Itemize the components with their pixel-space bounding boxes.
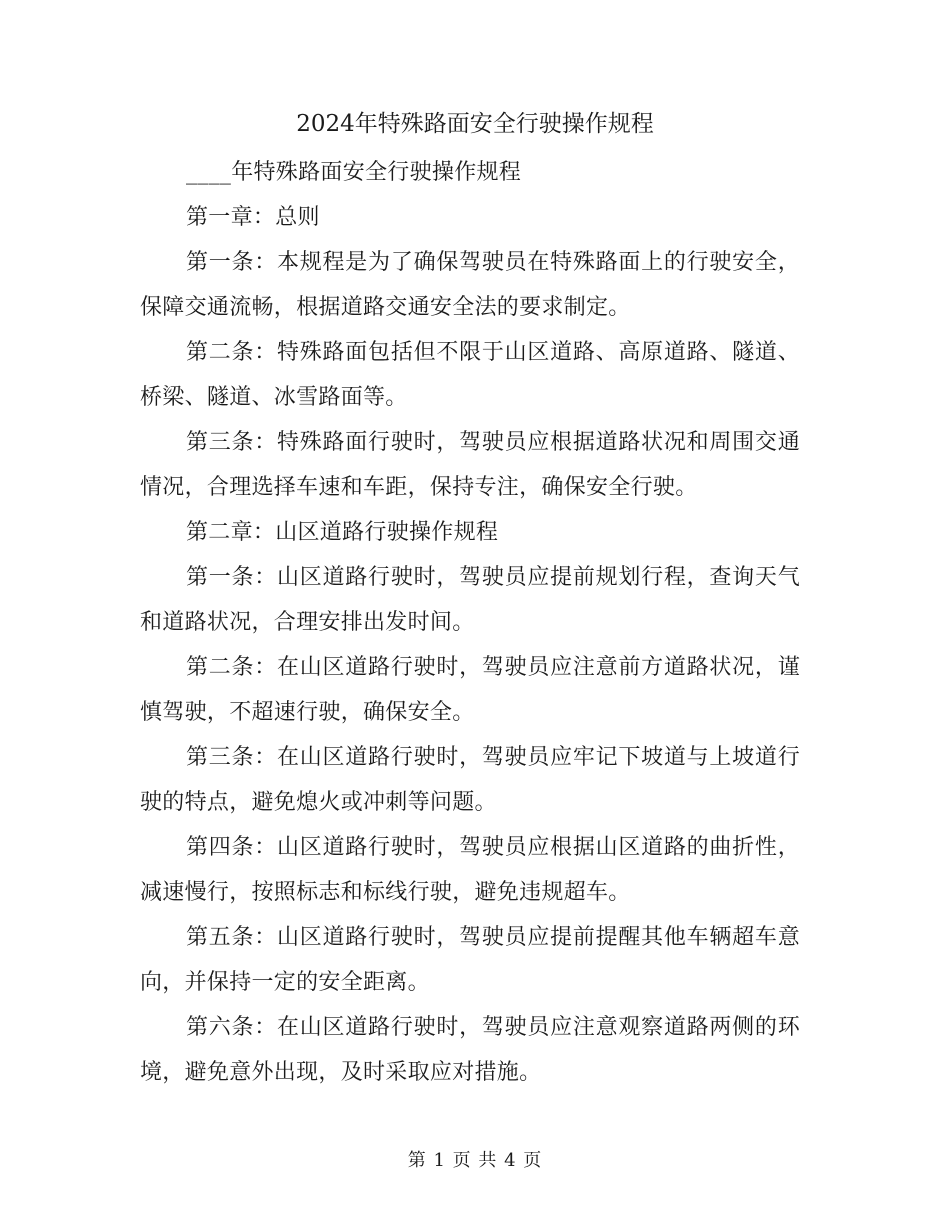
paragraph: 第二条：在山区道路行驶时，驾驶员应注意前方道路状况，谨慎驾驶，不超速行驶，确保安全。 — [140, 655, 800, 725]
chapter-heading-2: 第二章：山区道路行驶操作规程 — [186, 520, 499, 545]
paragraph-subtitle: ____年特殊路面安全行驶操作规程 — [186, 160, 522, 185]
paragraph: 第二条：特殊路面包括但不限于山区道路、高原道路、隧道、桥梁、隧道、冰雪路面等。 — [140, 340, 800, 410]
paragraph: 第一条：山区道路行驶时，驾驶员应提前规划行程，查询天气和道路状况，合理安排出发时间。 — [140, 565, 800, 635]
paragraph: 第三条：在山区道路行驶时，驾驶员应牢记下坡道与上坡道行驶的特点，避免熄火或冲刺等问题。 — [140, 745, 800, 815]
page-footer: 第 1 页 共 4 页 — [407, 1150, 543, 1171]
chapter-heading-1: 第一章：总则 — [186, 205, 320, 230]
paragraph: 第五条：山区道路行驶时，驾驶员应提前提醒其他车辆超车意向，并保持一定的安全距离。 — [140, 925, 800, 995]
document-body — [140, 150, 800, 1095]
paragraph: 第六条：在山区道路行驶时，驾驶员应注意观察道路两侧的环境，避免意外出现，及时采取应对措施。 — [140, 1015, 800, 1085]
paragraph: 第四条：山区道路行驶时，驾驶员应根据山区道路的曲折性，减速慢行，按照标志和标线行驶，避免违规超车。 — [140, 835, 800, 905]
document-title: 2024年特殊路面安全行驶操作规程 — [296, 111, 654, 137]
paragraph: 第一条：本规程是为了确保驾驶员在特殊路面上的行驶安全，保障交通流畅，根据道路交通安全法的要求制定。 — [140, 250, 800, 320]
paragraph: 第三条：特殊路面行驶时，驾驶员应根据道路状况和周围交通情况，合理选择车速和车距，保持专注，确保安全行驶。 — [140, 430, 800, 500]
